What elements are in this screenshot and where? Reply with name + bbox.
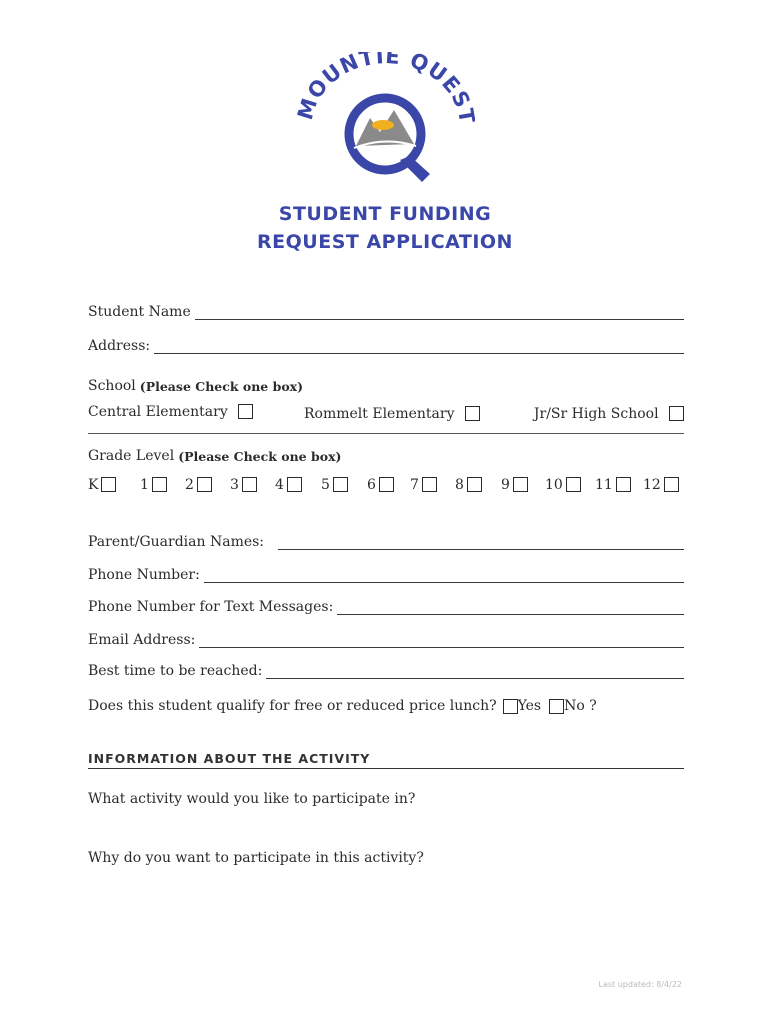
school-option-label: Jr/Sr High School [533,406,659,422]
school-option-label: Rommelt Elementary [304,406,455,422]
grade-9 [501,477,528,493]
lunch-no-label: No ? [564,698,597,714]
activity-question-2: Why do you want to participate in this activity? [88,850,424,866]
email-field[interactable] [199,646,684,648]
grade-11 [595,477,631,493]
grade-hint: (Please Check one box) [178,449,342,464]
grade-label: Grade Level [88,448,175,464]
grade-option-label: 10 [545,477,563,493]
svg-text:MOUNTIE QUEST: MOUNTIE QUES [293,52,475,123]
checkbox-grade-12[interactable] [664,477,679,492]
checkbox-grade-7[interactable] [422,477,437,492]
grade-k [88,477,116,493]
grade-options [88,477,684,497]
phone-row [88,567,684,583]
grade-option-label: K [88,477,99,493]
checkbox-grade-4[interactable] [287,477,302,492]
lunch-row [88,698,684,714]
checkbox-lunch-yes[interactable] [503,699,518,714]
student-name-row [88,304,684,320]
checkbox-grade-8[interactable] [467,477,482,492]
school-heading [88,378,684,394]
checkbox-jrsr-high-school[interactable] [669,406,684,421]
address-label: Address: [88,338,151,354]
grade-option-label: 12 [643,477,661,493]
school-label: School [88,378,136,394]
grade-option-label: 3 [230,477,239,493]
school-hint: (Please Check one box) [139,379,304,394]
school-options [88,404,684,426]
student-name-label: Student Name [88,304,191,320]
parent-guardian-field[interactable] [278,548,684,550]
form-title-line2: REQUEST APPLICATION [257,231,513,253]
grade-option-label: 5 [321,477,330,493]
school-option-rommelt [304,406,480,422]
grade-option-label: 9 [501,477,510,493]
checkbox-grade-k[interactable] [101,477,116,492]
phone-text-field[interactable] [337,613,684,615]
grade-option-label: 8 [455,477,464,493]
grade-3 [230,477,257,493]
grade-10 [545,477,581,493]
address-field[interactable] [154,352,684,354]
grade-7 [410,477,437,493]
activity-section-heading: INFORMATION ABOUT THE ACTIVITY [88,751,371,766]
grade-option-label: 7 [410,477,419,493]
checkbox-lunch-no[interactable] [549,699,564,714]
school-option-central [88,404,253,420]
grade-option-label: 2 [185,477,194,493]
checkbox-grade-10[interactable] [566,477,581,492]
divider [88,433,684,434]
grade-option-label: 6 [367,477,376,493]
grade-12 [643,477,679,493]
parent-guardian-row [88,534,684,550]
school-option-label: Central Elementary [88,404,228,420]
checkbox-grade-9[interactable] [513,477,528,492]
phone-text-row [88,599,684,615]
last-updated: Last updated: 8/4/22 [598,980,682,989]
grade-8 [455,477,482,493]
lunch-question: Does this student qualify for free or reduced price lunch? [88,698,497,714]
student-name-field[interactable] [195,318,684,320]
checkbox-rommelt-elementary[interactable] [465,406,480,421]
form-title-line1: STUDENT FUNDING [278,203,492,225]
grade-5 [321,477,348,493]
checkbox-grade-11[interactable] [616,477,631,492]
lunch-yes-label: Yes [517,698,542,714]
school-option-jrsr [534,406,684,422]
checkbox-grade-2[interactable] [197,477,212,492]
parent-guardian-label: Parent/Guardian Names: [88,534,265,550]
best-time-row [88,663,684,679]
grade-6 [367,477,394,493]
grade-2 [185,477,212,493]
grade-option-label: 4 [275,477,284,493]
mountie-quest-logo [290,52,475,187]
section-divider [88,768,684,769]
address-row [88,338,684,354]
activity-question-1: What activity would you like to participate in? [88,791,416,807]
grade-option-label: 11 [595,477,613,493]
phone-field[interactable] [204,581,684,583]
best-time-field[interactable] [266,677,684,679]
checkbox-grade-5[interactable] [333,477,348,492]
email-row [88,632,684,648]
grade-4 [275,477,302,493]
phone-label: Phone Number: [88,567,200,583]
grade-heading [88,448,684,464]
checkbox-grade-6[interactable] [379,477,394,492]
phone-text-label: Phone Number for Text Messages: [88,599,334,615]
grade-1 [140,477,167,493]
checkbox-grade-3[interactable] [242,477,257,492]
checkbox-grade-1[interactable] [152,477,167,492]
checkbox-central-elementary[interactable] [238,404,253,419]
grade-option-label: 1 [140,477,149,493]
best-time-label: Best time to be reached: [88,663,263,679]
email-label: Email Address: [88,632,196,648]
